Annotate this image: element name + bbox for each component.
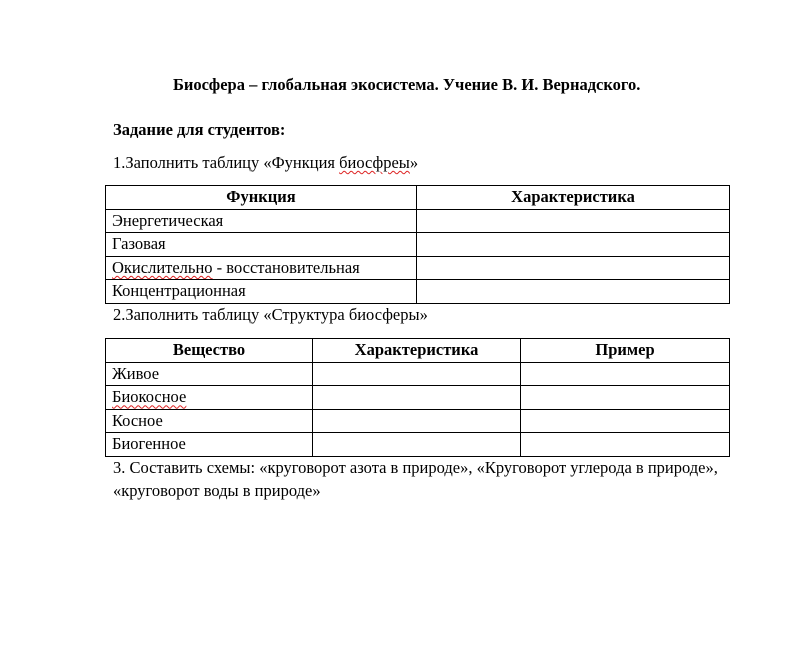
function-cell[interactable] — [106, 209, 417, 233]
substance-name: Биогенное — [112, 434, 186, 454]
characteristic-cell[interactable] — [417, 256, 730, 280]
function-cell[interactable] — [106, 280, 417, 304]
structure-table — [105, 338, 730, 457]
table-header-row — [106, 186, 730, 210]
header-characteristic: Характеристика — [417, 186, 730, 210]
table-row — [106, 409, 730, 433]
document-title: Биосфера – глобальная экосистема. Учение В. И. Вернадского. — [173, 75, 641, 94]
function-name: Концентрационная — [112, 281, 246, 301]
characteristic-cell[interactable] — [417, 233, 730, 257]
table-row — [106, 433, 730, 457]
substance-cell[interactable] — [106, 409, 313, 433]
table-row — [106, 386, 730, 410]
example-cell[interactable] — [521, 362, 730, 386]
substance-spellcheck-part: Биокосное — [112, 387, 187, 407]
functions-table — [105, 185, 730, 304]
characteristic-cell[interactable] — [313, 362, 521, 386]
table-row — [106, 233, 730, 257]
task-1-spellcheck-word: биосфреы — [339, 153, 410, 172]
function-name: Энергетическая — [112, 210, 224, 230]
header-function: Функция — [106, 186, 417, 210]
substance-cell[interactable] — [106, 362, 313, 386]
characteristic-cell[interactable] — [313, 386, 521, 410]
example-cell[interactable] — [521, 409, 730, 433]
example-cell[interactable] — [521, 386, 730, 410]
task-1-text-prefix: 1.Заполнить таблицу «Функция — [113, 153, 340, 172]
task-1-instruction — [113, 153, 418, 173]
function-name: - восстановительная — [212, 257, 360, 277]
task-2-instruction: 2.Заполнить таблицу «Структура биосферы» — [113, 305, 428, 324]
task-3-instruction: 3. Составить схемы: «круговорот азота в природе», «Круговорот углерода в природе», «круговорот воды в природе» — [113, 458, 718, 500]
characteristic-cell[interactable] — [313, 433, 521, 457]
substance-cell[interactable] — [106, 386, 313, 410]
header-example: Пример — [521, 339, 730, 363]
function-cell[interactable] — [106, 233, 417, 257]
table-header-row — [106, 339, 730, 363]
function-name: Газовая — [112, 234, 166, 254]
characteristic-cell[interactable] — [417, 280, 730, 304]
header-characteristic: Характеристика — [313, 339, 521, 363]
task-1-text-suffix: » — [409, 153, 419, 172]
table-row — [106, 362, 730, 386]
function-spellcheck-part: Окислительно — [112, 257, 213, 277]
table-row — [106, 280, 730, 304]
table-row — [106, 256, 730, 280]
substance-cell[interactable] — [106, 433, 313, 457]
function-cell[interactable] — [106, 256, 417, 280]
substance-name: Живое — [112, 363, 160, 383]
header-substance: Вещество — [106, 339, 313, 363]
example-cell[interactable] — [521, 433, 730, 457]
task-heading: Задание для студентов: — [113, 120, 286, 139]
substance-name: Косное — [112, 410, 163, 430]
characteristic-cell[interactable] — [313, 409, 521, 433]
table-row — [106, 209, 730, 233]
characteristic-cell[interactable] — [417, 209, 730, 233]
